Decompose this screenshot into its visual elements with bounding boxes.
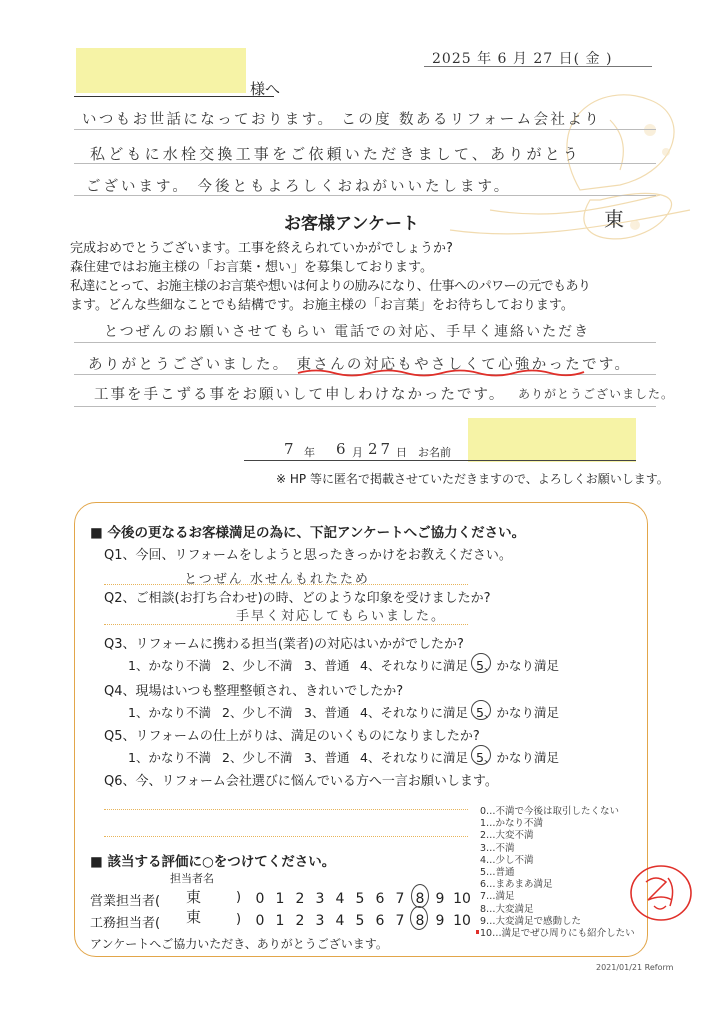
q2-answer-line — [104, 624, 468, 625]
q4-option-2[interactable]: 2、少し不満 — [222, 705, 293, 720]
sign-year-unit: 年 — [304, 446, 315, 459]
comment-line-3 — [74, 406, 656, 407]
legend-item-10: 10…満足でぜひ周りにも紹介したい — [480, 928, 635, 940]
sales-score-5[interactable]: 5 — [355, 891, 365, 907]
sales-score-9[interactable]: 9 — [435, 891, 445, 907]
sales-score-4[interactable]: 4 — [335, 891, 345, 907]
letter-text-2: 私どもに水栓交換工事をご依頼いただきまして、ありがとう — [90, 145, 582, 163]
works-score-5[interactable]: 5 — [355, 913, 365, 929]
legend-item-2: 2…大変不満 — [480, 830, 534, 842]
q5-option-4[interactable]: 4、それなりに満足 — [360, 750, 468, 765]
works-score-3[interactable]: 3 — [315, 913, 325, 929]
q4-option-4[interactable]: 4、それなりに満足 — [360, 705, 468, 720]
legend-item-3: 3…不満 — [480, 842, 515, 854]
works-score-4[interactable]: 4 — [335, 913, 345, 929]
works-score-8[interactable]: 8 — [415, 913, 425, 929]
q1-text: Q1、今回、リフォームをしようと思ったきっかけをお教えください。 — [104, 548, 512, 563]
sales-close-paren: ) — [236, 890, 242, 905]
works-score-6[interactable]: 6 — [375, 913, 385, 929]
q4-option-3[interactable]: 3、普通 — [304, 705, 350, 720]
sign-underline — [244, 460, 636, 461]
legend-item-6: 6…まあまあ満足 — [480, 879, 553, 891]
intro-line-3: 私達にとって、お施主様のお言葉や想いは何よりの励みになり、仕事へのパワーの元でもあり — [70, 279, 591, 294]
letter-text-1: いつもお世話になっております。 この度 数あるリフォーム会社より — [82, 112, 602, 128]
sign-day: 27 — [368, 440, 394, 458]
salutation-underline — [74, 96, 274, 97]
sign-month-unit: 月 — [352, 446, 363, 459]
works-name: 東 — [186, 908, 205, 926]
survey-title: お客様アンケート — [284, 214, 419, 234]
works-close-paren: ) — [236, 912, 242, 927]
q4-option-5[interactable]: 5、かなり満足 — [476, 705, 559, 720]
sign-year: 7 — [284, 440, 297, 458]
name-label: お名前 — [418, 446, 451, 459]
q3-selected-circle — [471, 653, 491, 673]
legend-item-8: 8…大変満足 — [480, 903, 534, 915]
q5-option-2[interactable]: 2、少し不満 — [222, 750, 293, 765]
name-redaction-top — [76, 48, 246, 93]
works-scale — [250, 910, 474, 929]
rating-legend — [480, 806, 635, 940]
q4-text: Q4、現場はいつも整理整頓され、きれいでしたか? — [104, 684, 404, 699]
sales-score-8[interactable]: 8 — [415, 891, 425, 907]
q5-option-3[interactable]: 3、普通 — [304, 750, 350, 765]
comment-text-2: ありがとうございました。 東さんの対応もやさしくて心強かったです。 — [88, 357, 632, 373]
red-tick-mark — [476, 930, 479, 934]
q1-answer: とつぜん 水せんもれたため — [184, 572, 370, 587]
sales-score-2[interactable]: 2 — [295, 891, 305, 907]
sales-name: 東 — [186, 888, 205, 906]
name-redaction-bottom — [468, 418, 636, 462]
comment-text-3: 工事を手こずる事をお願いして申しわけなかったです。 — [94, 387, 506, 403]
q3-option-1[interactable]: 1、かなり不満 — [128, 658, 211, 673]
works-score-0[interactable]: 0 — [255, 913, 265, 929]
q6-text: Q6、今、リフォーム会社選びに悩んでいる方へ一言お願いします。 — [104, 774, 498, 789]
footer-version: 2021/01/21 Reform — [596, 963, 674, 972]
intro-line-1: 完成おめでとうございます。工事を終えられていかがでしょうか? — [70, 241, 453, 256]
staff-header: 担当者名 — [170, 872, 214, 885]
signature: 東 — [604, 207, 627, 231]
sign-day-unit: 日 — [396, 446, 407, 459]
section1-title: ■ 今後の更なるお客様満足の為に、下記アンケートへご協力ください。 — [90, 525, 526, 541]
q3-option-4[interactable]: 4、それなりに満足 — [360, 658, 468, 673]
sales-selected-circle — [411, 884, 429, 908]
sales-score-7[interactable]: 7 — [395, 891, 405, 907]
works-label: 工務担当者( — [90, 916, 161, 931]
q5-option-5[interactable]: 5、かなり満足 — [476, 750, 559, 765]
legend-item-4: 4…少し不満 — [480, 854, 534, 866]
letter-line-1 — [74, 129, 656, 130]
works-score-9[interactable]: 9 — [435, 913, 445, 929]
section2-title: ■ 該当する評価に○をつけてください。 — [90, 854, 336, 870]
red-underline-mark — [296, 366, 586, 378]
sign-month: 6 — [336, 440, 349, 458]
sales-score-6[interactable]: 6 — [375, 891, 385, 907]
q5-text: Q5、リフォームの仕上がりは、満足のいくものになりましたか? — [104, 729, 480, 744]
works-score-7[interactable]: 7 — [395, 913, 405, 929]
legend-item-7: 7…満足 — [480, 891, 515, 903]
q3-text: Q3、リフォームに携わる担当(業者)の対応はいかがでしたか? — [104, 637, 464, 652]
legend-item-0: 0…不満で今後は取引したくない — [480, 806, 620, 817]
q3-option-3[interactable]: 3、普通 — [304, 658, 350, 673]
q4-option-1[interactable]: 1、かなり不満 — [128, 705, 211, 720]
salutation: 様へ — [250, 80, 281, 98]
q1-answer-line — [104, 584, 468, 585]
q6-answer-line-1 — [104, 809, 468, 810]
legend-item-9: 9…大変満足で感動した — [480, 915, 582, 927]
intro-line-4: ます。どんな些細なことでも結構です。お施主様の「お言葉」をお待ちしております。 — [70, 298, 574, 313]
letter-text-3: ございます。 今後ともよろしくおねがいいたします。 — [86, 179, 512, 195]
sales-score-0[interactable]: 0 — [255, 891, 265, 907]
works-score-2[interactable]: 2 — [295, 913, 305, 929]
works-score-1[interactable]: 1 — [275, 913, 285, 929]
comment-text-1: とつぜんのお願いさせてもらい 電話での対応、手早く連絡いただき — [104, 324, 591, 340]
q3-option-2[interactable]: 2、少し不満 — [222, 658, 293, 673]
q2-text: Q2、ご相談(お打ち合わせ)の時、どのような印象を受けましたか? — [104, 591, 491, 606]
red-seal-stamp-icon — [626, 860, 696, 926]
comment-text-4: ありがとうございました。 — [518, 387, 675, 401]
q6-answer-line-2 — [104, 836, 468, 837]
sales-score-3[interactable]: 3 — [315, 891, 325, 907]
q4-selected-circle — [471, 700, 491, 720]
thanks-text: アンケートへご協力いただき、ありがとうございます。 — [90, 937, 388, 951]
q5-selected-circle — [471, 745, 491, 765]
q2-answer: 手早く対応してもらいました。 — [236, 609, 447, 624]
sales-label: 営業担当者( — [90, 894, 161, 909]
intro-line-2: 森住建ではお施主様の「お言葉・想い」を募集しております。 — [70, 260, 433, 275]
sales-score-10[interactable]: 10 — [453, 891, 471, 907]
publish-note: ※ HP 等に匿名で掲載させていただきますので、よろしくお願いします。 — [276, 472, 669, 486]
legend-item-1: 1…かなり不満 — [480, 818, 544, 830]
comment-line-1 — [74, 342, 656, 343]
date-handwritten: 2025 年 6 月 27 日( 金 ) — [432, 51, 613, 67]
legend-item-5: 5…普通 — [480, 867, 515, 879]
q5-option-1[interactable]: 1、かなり不満 — [128, 750, 211, 765]
sales-score-1[interactable]: 1 — [275, 891, 285, 907]
works-selected-circle — [410, 906, 428, 930]
sales-scale — [250, 888, 474, 907]
q3-option-5[interactable]: 5、かなり満足 — [476, 658, 559, 673]
works-score-10[interactable]: 10 — [453, 913, 471, 929]
